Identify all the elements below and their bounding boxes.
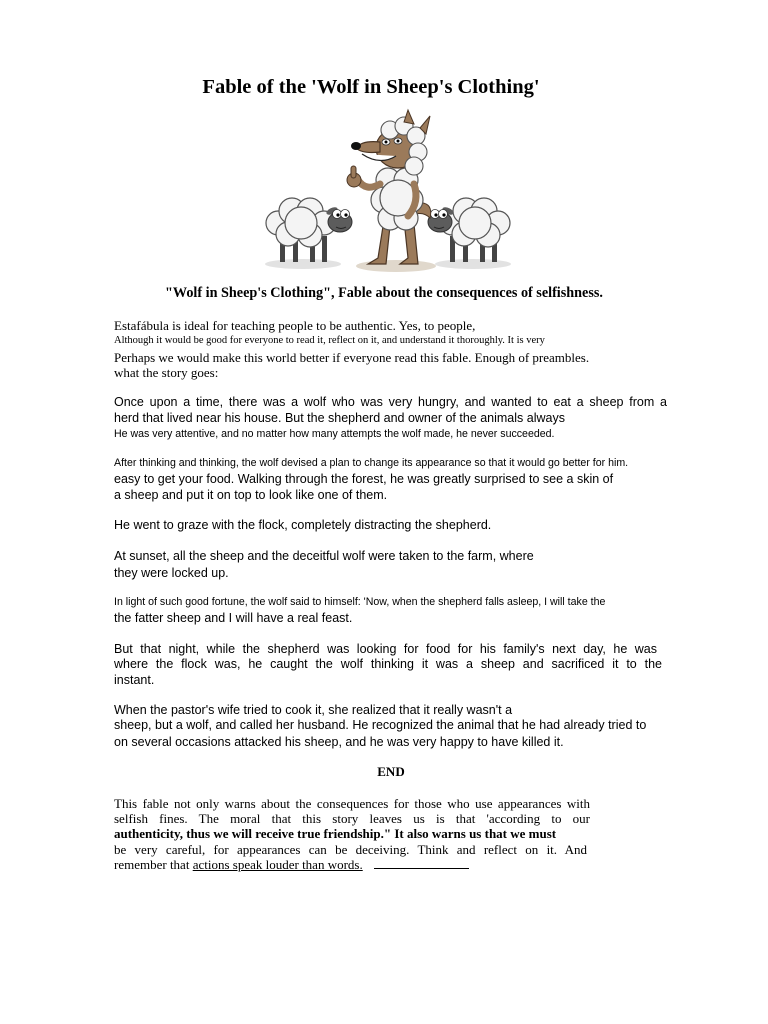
moral-line-2: selfish fines. The moral that this story leaves us is that 'according to our (114, 811, 590, 826)
page-title: Fable of the 'Wolf in Sheep's Clothing' (202, 76, 540, 98)
moral-line-4: be very careful, for appearances can be deceiving. Think and reflect on it. And (114, 842, 587, 857)
p4-line-1: At sunset, all the sheep and the deceitful wolf were taken to the farm, where (114, 549, 534, 563)
moral-line-1: This fable not only warns about the consequences for those who use appearances with (114, 796, 590, 811)
p1-line-3: He was very attentive, and no matter how many attempts the wolf made, he never succeeded. (114, 428, 555, 440)
p1-line-1: Once upon a time, there was a wolf who was very hungry, and wanted to eat a sheep from a (114, 395, 667, 409)
moral-underlined-phrase: actions speak louder than words. (192, 857, 363, 872)
subtitle: "Wolf in Sheep's Clothing", Fable about the consequences of selfishness. (165, 285, 603, 301)
p2-line-1: After thinking and thinking, the wolf devised a plan to change its appearance so that it would go better for him. (114, 457, 629, 469)
p4-line-2: they were locked up. (114, 566, 229, 580)
p5-line-1: In light of such good fortune, the wolf said to himself: 'Now, when the shepherd falls asleep, I will take the (114, 596, 606, 608)
p6-line-3: instant. (114, 673, 155, 687)
intro-line-3: Perhaps we would make this world better if everyone read this fable. Enough of preambles. (114, 350, 590, 365)
p6-line-2: where the flock was, he caught the wolf thinking it was a sheep and sacrificed it to the (114, 657, 662, 671)
p2-line-3: a sheep and put it on top to look like one of them. (114, 488, 388, 502)
left-sheep (266, 198, 352, 262)
p1-line-2: herd that lived near his house. But the shepherd and owner of the animals always (114, 411, 565, 425)
wolf-figure (347, 110, 431, 264)
p6-line-1: But that night, while the shepherd was looking for food for his family's next day, he was (114, 642, 657, 656)
right-sheep (428, 198, 510, 262)
intro-line-1: Estafábula is ideal for teaching people to be authentic. Yes, to people, (114, 318, 476, 333)
p2-line-2: easy to get your food. Walking through the forest, he was greatly surprised to see a skin of (114, 472, 614, 486)
p7-line-3: on several occasions attacked his sheep, and he was very happy to have killed it. (114, 735, 564, 749)
p7-line-2: sheep, but a wolf, and called her husband. He recognized the animal that he had already tried to (114, 718, 647, 732)
underline-rule (374, 868, 469, 869)
p7-line-1: When the pastor's wife tried to cook it, she realized that it really wasn't a (114, 703, 513, 717)
end-label: END (377, 764, 405, 779)
moral-line-5-prefix: remember that (114, 857, 193, 872)
wolf-in-sheep-clothing-illustration (258, 108, 520, 274)
intro-line-4: what the story goes: (114, 365, 219, 380)
p3-line-1: He went to graze with the flock, completely distracting the shepherd. (114, 518, 492, 532)
p5-line-2: the fatter sheep and I will have a real feast. (114, 611, 353, 625)
moral-line-5 (114, 857, 363, 873)
moral-line-3: authenticity, thus we will receive true friendship." It also warns us that we must (114, 826, 557, 841)
intro-line-2: Although it would be good for everyone to read it, reflect on it, and understand it thoroughly. It is very (114, 335, 545, 346)
